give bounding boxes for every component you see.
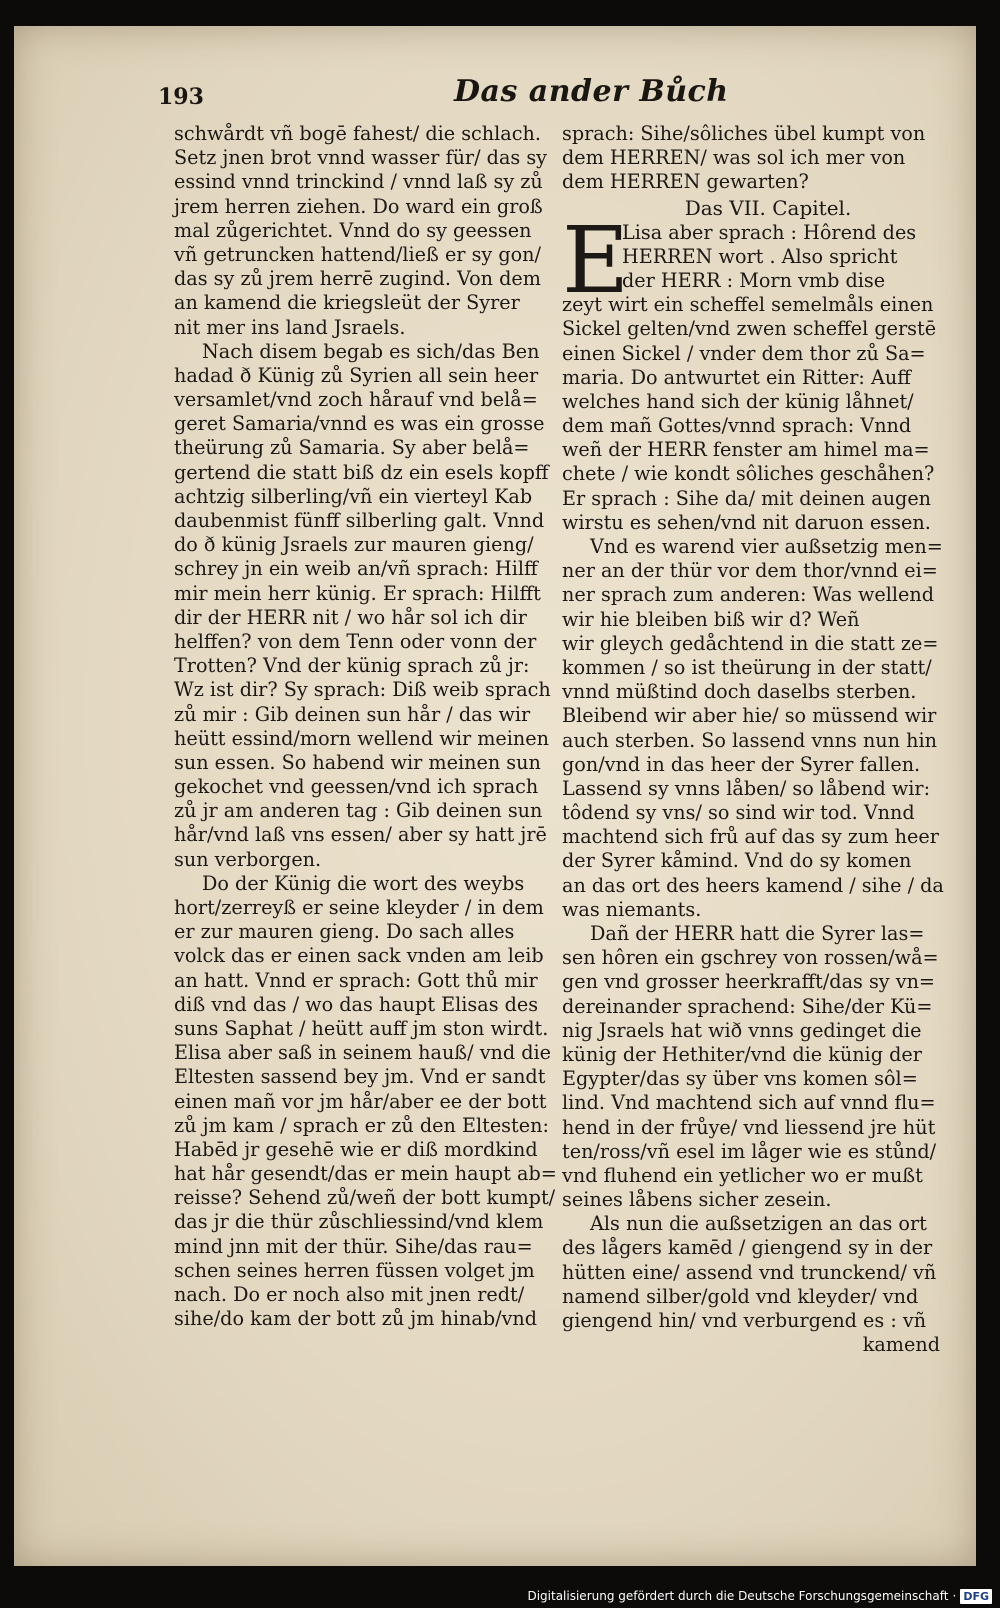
text-line: wir gleych gedåchtend in die statt ze=: [562, 631, 939, 655]
right-column-top: [562, 122, 944, 195]
text-line: helffen? von dem Tenn oder vonn der: [174, 629, 537, 653]
text-line: dem mañ Gottes/vnnd sprach: Vnnd: [562, 414, 912, 438]
text-line: vnd fluhend ein yetlicher wo er mußt: [562, 1163, 923, 1187]
text-line: hütten eine/ assend vnd trunckend/ vñ: [562, 1260, 937, 1284]
text-line: sihe/do kam der bott zů jm hinab/vnd: [174, 1307, 538, 1331]
text-line: Trotten? Vnd der künig sprach zů jr:: [174, 654, 530, 678]
text-line: zů jr am anderen tag : Gib deinen sun: [174, 799, 543, 823]
text-line: achtzig silberling/vñ ein vierteyl Kab: [174, 484, 533, 508]
text-line: chete / wie kondt sôliches geschåhen?: [562, 462, 935, 486]
text-line: weñ der HERR fenster am himel ma=: [562, 438, 930, 462]
text-line: Vnd es warend vier außsetzig men=: [590, 535, 943, 558]
text-line: nach. Do er noch also mit jnen redt/: [174, 1283, 525, 1306]
text-line: Bleibend wir aber hie/ so müssend wir: [562, 704, 937, 728]
text-line: Setz jnen brot vnnd wasser für/ das sy: [174, 146, 548, 170]
text-line: dereinander sprachend: Sihe/der Kü=: [562, 994, 933, 1018]
text-line: Als nun die außsetzigen an das ort: [590, 1212, 927, 1236]
text-line: Nach disem begab es sich/das Ben: [202, 339, 540, 363]
text-line: einen Sickel / vnder dem thor zů Sa=: [562, 341, 926, 365]
text-line: geret Samaria/vnnd es was ein grosse: [174, 412, 545, 436]
text-line: Habēd jr gesehē wie er diß mordkind: [174, 1137, 538, 1161]
text-line: sprach: Sihe/sôliches übel kumpt von: [562, 122, 926, 145]
text-line: schrey jn ein weib an/vñ sprach: Hilff: [174, 557, 538, 581]
text-line: hadad ð Künig zů Syrien all sein heer: [174, 363, 539, 387]
text-line: vnnd müßtind doch daselbs sterben.: [562, 680, 917, 704]
text-line: sun essen. So habend wir meinen sun: [174, 750, 541, 774]
text-line: Lassend sy vnns låben/ so låbend wir:: [562, 776, 931, 800]
text-line: Egypter/das sy über vns komen sôl=: [562, 1067, 918, 1091]
text-line: gekochet vnd geessen/vnd ich sprach: [174, 775, 539, 799]
text-line: theürung zů Samaria. Sy aber belå=: [174, 436, 530, 460]
text-line: Er sprach : Sihe da/ mit deinen augen: [562, 486, 932, 510]
text-line: hend in der frůye/ vnd liessend jre hüt: [562, 1115, 936, 1139]
text-line: der Syrer kåmind. Vnd do sy komen: [562, 849, 912, 873]
text-line: do ð künig Jsraels zur mauren gieng/: [174, 533, 534, 557]
text-line: sen hôren ein gschrey von rossen/wå=: [562, 946, 939, 970]
text-line: künig der Hethiter/vnd die künig der: [562, 1042, 922, 1066]
text-line: das sy zů jrem herrē zugind. Von dem: [174, 267, 541, 291]
text-line: heütt essind/morn wellend wir meinen: [174, 726, 549, 750]
text-line: des lågers kamēd / giengend sy in der: [562, 1236, 933, 1260]
text-line: dem HERREN gewarten?: [562, 170, 809, 194]
text-line: seines låbens sicher zesein.: [562, 1188, 832, 1212]
text-line: zů mir : Gib deinen sun hår / das wir: [174, 702, 531, 726]
text-line: zů jm kam / sprach er zů den Eltesten:: [174, 1113, 549, 1137]
text-line: Sickel gelten/vnd zwen scheffel gerstē: [562, 317, 937, 341]
text-line: sun verborgen.: [174, 847, 322, 871]
text-line: vñ getruncken hattend/ließ er sy gon/: [174, 242, 542, 266]
right-column: [562, 122, 944, 1357]
text-line: essind vnnd trinckind / vnnd laß sy zů: [174, 170, 543, 194]
dfg-logo: DFG: [960, 1589, 992, 1604]
text-line: Do der Künig die wort des weybs: [202, 871, 525, 895]
text-line: an kamend die kriegsleüt der Syrer: [174, 291, 520, 315]
text-line: giengend hin/ vnd verburgend es : vñ: [562, 1309, 927, 1332]
text-line: Eltesten sassend bey jm. Vnd er sandt: [174, 1065, 546, 1089]
text-line: was niemants.: [562, 897, 702, 921]
text-line: jrem herren ziehen. Do ward ein groß: [174, 194, 543, 218]
text-line: tôdend sy vns/ so sind wir tod. Vnnd: [562, 801, 915, 825]
text-line: welches hand sich der künig låhnet/: [562, 389, 914, 413]
text-line: dir der HERR nit / wo hår sol ich dir: [174, 605, 527, 629]
text-line: HERREN wort . Also spricht: [622, 244, 898, 268]
text-line: mir mein herr künig. Er sprach: Hilfft: [174, 581, 541, 605]
text-line: der HERR : Morn vmb dise: [622, 268, 886, 292]
text-line: schwårdt vñ bogē fahest/ die schlach.: [174, 122, 541, 145]
text-line: Wz ist dir? Sy sprach: Diß weib sprach: [174, 678, 551, 702]
book-page: [14, 26, 976, 1566]
chapter-title: Das VII. Capitel.: [684, 195, 852, 220]
right-column-body: [562, 293, 944, 1333]
text-line: zeyt wirt ein scheffel semelmåls einen: [562, 293, 934, 317]
text-line: ner sprach zum anderen: Was wellend: [562, 583, 935, 607]
text-line: wirstu es sehen/vnd nit daruon essen.: [562, 510, 931, 534]
text-line: ner an der thür vor dem thor/vnnd ei=: [562, 559, 938, 583]
text-line: suns Saphat / heütt auff jm ston wirdt.: [174, 1016, 549, 1040]
text-line: machtend sich frů auf das sy zum heer: [562, 825, 939, 849]
text-line: namend silber/gold vnd kleyder/ vnd: [562, 1284, 919, 1308]
text-line: volck das er einen sack vnden am leib: [174, 944, 544, 968]
text-line: lind. Vnd machtend sich auf vnnd flu=: [562, 1091, 936, 1115]
text-line: gertend die statt biß dz ein esels kopff: [174, 460, 549, 484]
text-line: gen vnd grosser heerkrafft/das sy vn=: [562, 970, 936, 994]
text-line: einen mañ vor jm hår/aber ee der bott: [174, 1089, 547, 1113]
text-line: kommen / so ist theürung in der statt/: [562, 655, 932, 679]
text-line: nig Jsraels hat wið vnns gedinget die: [562, 1018, 922, 1042]
text-line: maria. Do antwurtet ein Ritter: Auff: [562, 365, 911, 389]
text-line: Elisa aber saß in seinem hauß/ vnd die: [174, 1041, 552, 1065]
text-line: reisse? Sehend zů/weñ der bott kumpt/: [174, 1186, 556, 1210]
text-line: mal zůgerichtet. Vnnd do sy geessen: [174, 218, 532, 242]
text-line: an das ort des heers kamend / sihe / da: [562, 873, 944, 897]
page-number: 193: [158, 84, 204, 110]
left-column: [174, 122, 574, 1331]
text-line: ten/ross/vñ esel im låger wie es stůnd/: [562, 1139, 937, 1163]
text-line: mind jnn mit der thür. Sihe/das rau=: [174, 1234, 533, 1258]
digitization-credit: Digitalisierung gefördert durch die Deutsche Forschungsgemeinschaft · DFG: [527, 1586, 992, 1606]
text-line: versamlet/vnd zoch hårauf vnd belå=: [174, 388, 538, 412]
text-line: wir hie bleiben biß wir d? Weñ: [562, 607, 860, 631]
text-line: hår/vnd laß vns essen/ aber sy hatt jrē: [174, 823, 547, 847]
text-line: dem HERREN/ was sol ich mer von: [562, 146, 906, 170]
text-line: er zur mauren gieng. Do sach alles: [174, 920, 515, 944]
text-line: an hatt. Vnnd er sprach: Gott thů mir: [174, 968, 538, 992]
text-line: hort/zerreyß er seine kleyder / in dem: [174, 896, 544, 919]
text-line: auch sterben. So lassend vnns nun hin: [562, 728, 937, 752]
text-line: diß vnd das / wo das haupt Elisas des: [174, 992, 539, 1016]
catchword: kamend: [862, 1333, 940, 1357]
text-line: daubenmist fünff silberling galt. Vnnd: [174, 509, 545, 532]
credit-text: Digitalisierung gefördert durch die Deutsche Forschungsgemeinschaft: [527, 1589, 949, 1603]
drop-cap: E: [562, 206, 630, 314]
text-line: Dañ der HERR hatt die Syrer las=: [590, 922, 925, 945]
text-line: das jr die thür zůschliessind/vnd klem: [174, 1210, 544, 1234]
text-line: Lisa aber sprach : Hôrend des: [622, 220, 917, 244]
text-line: gon/vnd in das heer der Syrer fallen.: [562, 752, 921, 776]
text-line: nit mer ins land Jsraels.: [174, 315, 406, 339]
text-line: schen seines herren füssen volget jm: [174, 1258, 535, 1282]
running-head: Das ander Bůch: [454, 74, 729, 109]
text-line: hat hår gesendt/das er mein haupt ab=: [174, 1162, 557, 1186]
